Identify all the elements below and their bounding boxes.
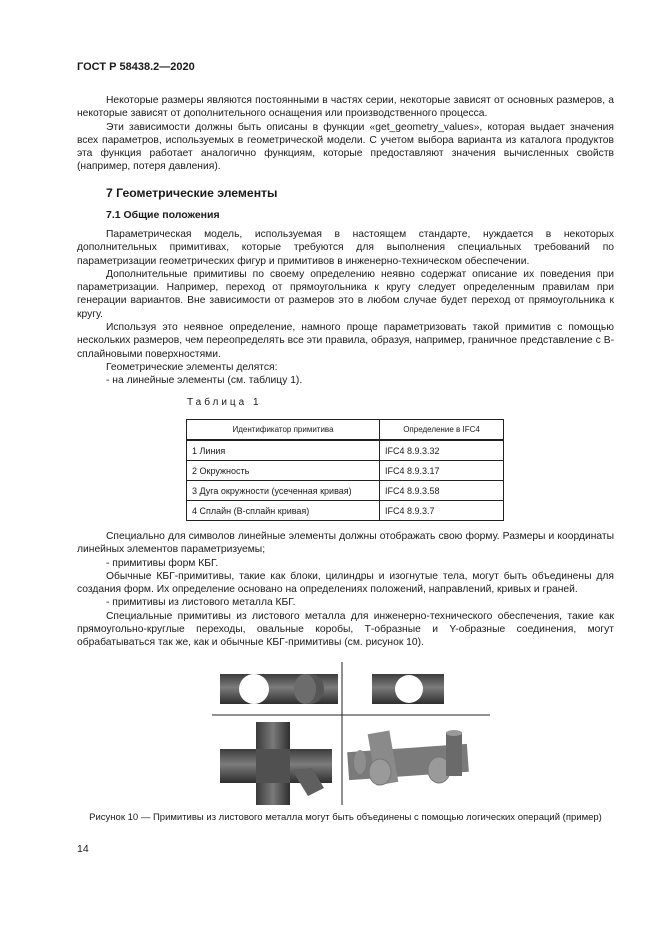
- table-cell: IFC4 8.9.3.7: [380, 501, 504, 521]
- table-row: [187, 440, 504, 461]
- paragraph: Параметрическая модель, используемая в настоящем стандарте, нуждается в некоторых дополнительных примитивах, которые требуются для выполнения специальных требований по параметризации геометрических фигур и примитивов в инженерно-техническом обеспечении.: [77, 229, 614, 267]
- list-item: - на линейные элементы (см. таблицу 1).: [106, 375, 303, 387]
- table-cell: IFC4 8.9.3.32: [380, 440, 504, 461]
- document-header: ГОСТ Р 58438.2—2020: [77, 61, 195, 73]
- subsection-title: 7.1 Общие положения: [106, 209, 220, 221]
- table-cell: 3 Дуга окружности (усеченная кривая): [187, 481, 380, 501]
- list-item: - примитивы форм КБГ.: [106, 557, 219, 569]
- elements-paragraphs: [77, 530, 614, 650]
- paragraph: Специальные примитивы из листового металла для инженерно-технического обеспечения, такие как прямоугольно-круглые переходы, овальные коробы, Т-образные и Y-образные соединения, могут обрабатываться так же, как и обычные КБГ-примитивы (см. рисунок 10).: [77, 610, 614, 649]
- table-caption: Таблица 1: [187, 397, 262, 408]
- table-cell: 2 Окружность: [187, 461, 380, 481]
- table-row: [187, 481, 504, 501]
- pipe-hole-primitive: [372, 674, 444, 704]
- primitives-table: [186, 419, 504, 521]
- sheet-metal-assembly-primitive: [347, 730, 469, 786]
- column-header: Идентификатор примитива: [187, 420, 380, 441]
- table-cell: 1 Линия: [187, 440, 380, 461]
- list-item: - примитивы из листового металла КБГ.: [106, 597, 296, 609]
- general-paragraphs: [77, 228, 614, 388]
- figure-10-illustration: [212, 660, 490, 805]
- cross-junction-primitive: [220, 722, 332, 805]
- figure-caption: Рисунок 10 — Примитивы из листового металла могут быть объединены с помощью логических операций (пример): [89, 812, 602, 823]
- table-cell: IFC4 8.9.3.58: [380, 481, 504, 501]
- section-title: 7 Геометрические элементы: [106, 186, 278, 200]
- page-number: 14: [77, 843, 89, 855]
- paragraph: Некоторые размеры являются постоянными в частях серии, некоторые зависят от основных размеров, а некоторые зависят от дополнительного оснащения или производственного процесса.: [77, 95, 614, 120]
- intro-paragraphs: [77, 94, 614, 174]
- paragraph: Специально для символов линейные элементы должны отображать свою форму. Размеры и координаты линейных элементов параметризуемы;: [77, 531, 614, 556]
- paragraph: Эти зависимости должны быть описаны в функции «get_geometry_values», которая выдает значения всех параметров, используемых в геометрической модели. С учетом выбора варианта из каталога продуктов эта функция работает аналогично функциям, которые предоставляют значения вычисленных свойств (например, потеря давления).: [77, 121, 614, 173]
- table-header-row: [187, 420, 504, 441]
- pipe-subtraction-primitive: [220, 674, 338, 704]
- paragraph: Геометрические элементы делятся:: [106, 361, 278, 373]
- table-row: [187, 461, 504, 481]
- paragraph: Дополнительные примитивы по своему определению неявно содержат описание их поведения при параметризации. Например, переход от прямоугольника к кругу следует определенным правилам при генерации вариантов. Вне зависимости от размеров это в любом случае будет переход от прямоугольника к кругу.: [77, 268, 614, 320]
- table-cell: 4 Сплайн (В-сплайн кривая): [187, 501, 380, 521]
- table-cell: IFC4 8.9.3.17: [380, 461, 504, 481]
- paragraph: Обычные КБГ-примитивы, такие как блоки, цилиндры и изогнутые тела, могут быть объединены для создания форм. Их определение основано на определениях положений, направлений, кривых и граней.: [77, 570, 614, 596]
- paragraph: Используя это неявное определение, намного проще параметризовать такой примитив с помощью нескольких размеров, чем переопределять все эти правила, образуя, например, граничное представление с В-сплайновыми поверхностями.: [77, 322, 614, 360]
- table-row: [187, 501, 504, 521]
- column-header: Определение в IFC4: [380, 420, 504, 441]
